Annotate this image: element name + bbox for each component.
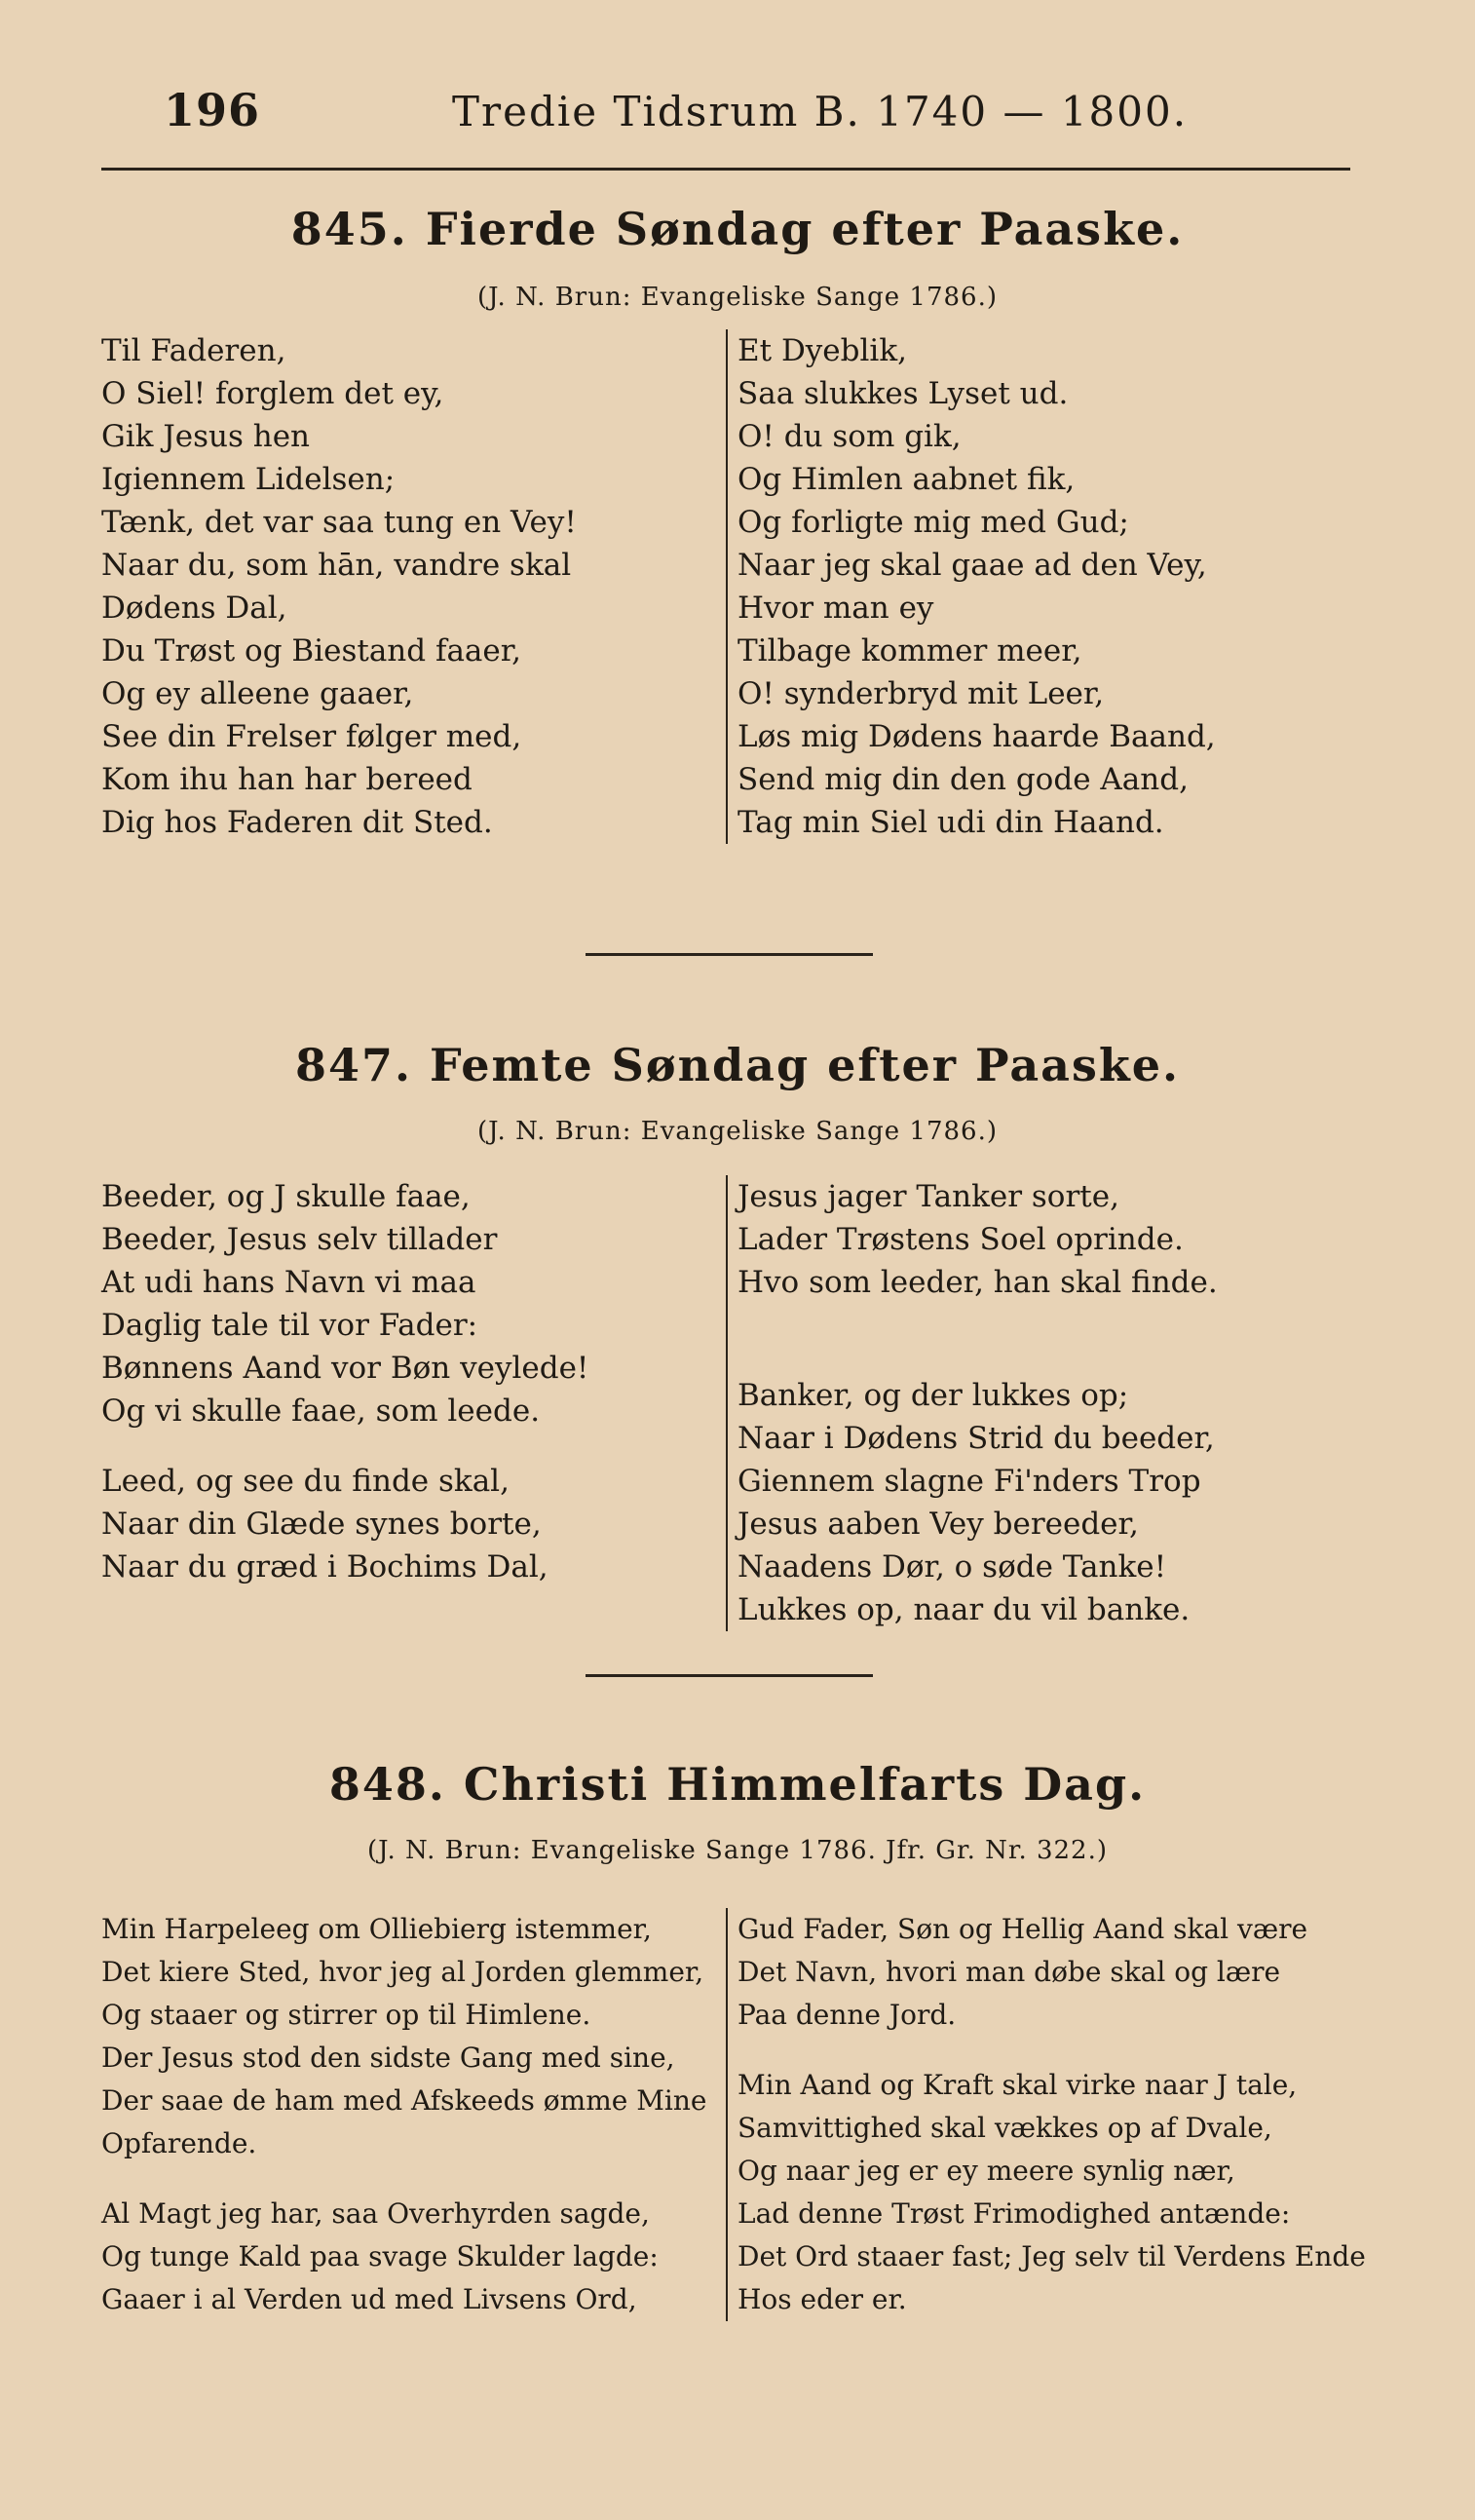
hymn-847-right-column xyxy=(726,1175,1218,1631)
hymn-845-source: (J. N. Brun: Evangeliske Sange 1786.) xyxy=(477,283,998,312)
verse-line: Det Navn, hvori man døbe skal og lære xyxy=(738,1956,1281,1988)
verse-line: Gud Fader, Søn og Hellig Aand skal være xyxy=(738,1913,1308,1945)
hymn-848-right-column xyxy=(726,1908,1366,2321)
verse-line: Hvo som leeder, han skal finde. xyxy=(738,1265,1218,1300)
verse-line: Naar din Glæde synes borte, xyxy=(101,1507,542,1542)
verse-line: Jesus aaben Vey bereeder, xyxy=(738,1507,1139,1542)
hymn-847-source: (J. N. Brun: Evangeliske Sange 1786.) xyxy=(477,1117,998,1146)
verse-line: Opfarende. xyxy=(101,2127,257,2159)
verse-line: Gaaer i al Verden ud med Livsens Ord, xyxy=(101,2283,637,2315)
verse-line: Og staaer og stirrer op til Himlene. xyxy=(101,1999,591,2031)
verse-line: Send mig din den gode Aand, xyxy=(738,762,1189,797)
verse-line: Min Harpeleeg om Olliebierg istemmer, xyxy=(101,1913,652,1945)
verse-line: Naar jeg skal gaae ad den Vey, xyxy=(738,548,1207,583)
verse-line: Beeder, og J skulle faae, xyxy=(101,1179,471,1214)
verse-line: Bønnens Aand vor Bøn veylede! xyxy=(101,1351,589,1386)
verse-line: Naar i Dødens Strid du beeder, xyxy=(738,1421,1215,1456)
hymn-847-title: 847. Femte Søndag efter Paaske. xyxy=(295,1039,1180,1091)
verse-line: Og tunge Kald paa svage Skulder lagde: xyxy=(101,2240,659,2272)
verse-line: Samvittighed skal vækkes op af Dvale, xyxy=(738,2112,1272,2144)
hymn-848-source: (J. N. Brun: Evangeliske Sange 1786. Jfr. Gr. Nr. 322.) xyxy=(366,1836,1109,1865)
verse-line: Og vi skulle faae, som leede. xyxy=(101,1394,541,1429)
running-title: Tredie Tidsrum B. 1740 — 1800. xyxy=(452,88,1189,135)
hymn-847-left-column xyxy=(101,1175,588,1588)
verse-line: Lader Trøstens Soel oprinde. xyxy=(738,1222,1184,1257)
verse-line: Tag min Siel udi din Haand. xyxy=(738,805,1164,840)
verse-line: Jesus jager Tanker sorte, xyxy=(738,1179,1119,1214)
verse-line: Giennem slagne Fi'nders Trop xyxy=(738,1464,1201,1499)
verse-line: Hos eder er. xyxy=(738,2283,907,2315)
verse-line: O! synderbryd mit Leer, xyxy=(738,676,1105,711)
verse-line: Det Ord staaer fast; Jeg selv til Verdens Ende xyxy=(738,2240,1366,2272)
verse-line: O Siel! forglem det ey, xyxy=(101,376,444,411)
hymn-845-title: 845. Fierde Søndag efter Paaske. xyxy=(290,203,1185,255)
page-number: 196 xyxy=(164,84,261,136)
verse-line: Naar du, som hān, vandre skal xyxy=(101,548,572,583)
verse-line: At udi hans Navn vi maa xyxy=(101,1265,476,1300)
verse-line: Et Dyeblik, xyxy=(738,333,907,368)
hymn-848-title: 848. Christi Himmelfarts Dag. xyxy=(328,1758,1147,1811)
stanza-gap xyxy=(101,1432,588,1460)
verse-line: Og ey alleene gaaer, xyxy=(101,676,414,711)
page-header xyxy=(101,84,1348,142)
verse-line: Naadens Dør, o søde Tanke! xyxy=(738,1549,1167,1585)
verse-line: Gik Jesus hen xyxy=(101,419,311,454)
verse-line: Banker, og der lukkes op; xyxy=(738,1378,1129,1413)
verse-line: Dødens Dal, xyxy=(101,591,287,626)
verse-line: Det kiere Sted, hvor jeg al Jorden glemmer, xyxy=(101,1956,704,1988)
verse-line: Der saae de ham med Afskeeds ømme Mine xyxy=(101,2084,707,2117)
verse-line: Der Jesus stod den sidste Gang med sine, xyxy=(101,2042,675,2074)
section-divider xyxy=(586,953,873,956)
verse-line: Og forligte mig med Gud; xyxy=(738,505,1129,540)
verse-line: Lukkes op, naar du vil banke. xyxy=(738,1592,1191,1627)
stanza-gap xyxy=(738,2037,1366,2064)
verse-line: Kom ihu han har bereed xyxy=(101,762,473,797)
verse-line: Til Faderen, xyxy=(101,333,286,368)
verse-line: Al Magt jeg har, saa Overhyrden sagde, xyxy=(101,2197,650,2230)
verse-line: Tænk, det var saa tung en Vey! xyxy=(101,505,577,540)
verse-line: Dig hos Faderen dit Sted. xyxy=(101,805,493,840)
hymn-848-left-column xyxy=(101,1908,706,2321)
hymn-845-left-column xyxy=(101,329,577,844)
verse-line: Og naar jeg er ey meere synlig nær, xyxy=(738,2155,1235,2187)
verse-line: See din Frelser følger med, xyxy=(101,719,522,754)
verse-line: Hvor man ey xyxy=(738,591,934,626)
verse-line: Naar du græd i Bochims Dal, xyxy=(101,1549,548,1585)
stanza-gap xyxy=(101,2165,706,2193)
verse-line: Du Trøst og Biestand faaer, xyxy=(101,633,522,668)
verse-line: Løs mig Dødens haarde Baand, xyxy=(738,719,1216,754)
verse-line: Daglig tale til vor Fader: xyxy=(101,1308,478,1343)
hymn-845-right-column xyxy=(726,329,1216,844)
section-divider xyxy=(586,1674,873,1677)
verse-line: Og Himlen aabnet fik, xyxy=(738,462,1076,497)
header-rule xyxy=(101,168,1350,171)
verse-line: Igiennem Lidelsen; xyxy=(101,462,396,497)
verse-line: Min Aand og Kraft skal virke naar J tale, xyxy=(738,2069,1298,2101)
verse-line: Paa denne Jord. xyxy=(738,1999,957,2031)
verse-line: Leed, og see du finde skal, xyxy=(101,1464,510,1499)
verse-line: Lad denne Trøst Frimodighed antænde: xyxy=(738,2197,1291,2230)
verse-line: Saa slukkes Lyset ud. xyxy=(738,376,1069,411)
verse-line: Beeder, Jesus selv tillader xyxy=(101,1222,498,1257)
stanza-gap xyxy=(738,1304,1218,1374)
verse-line: O! du som gik, xyxy=(738,419,962,454)
verse-line: Tilbage kommer meer, xyxy=(738,633,1082,668)
